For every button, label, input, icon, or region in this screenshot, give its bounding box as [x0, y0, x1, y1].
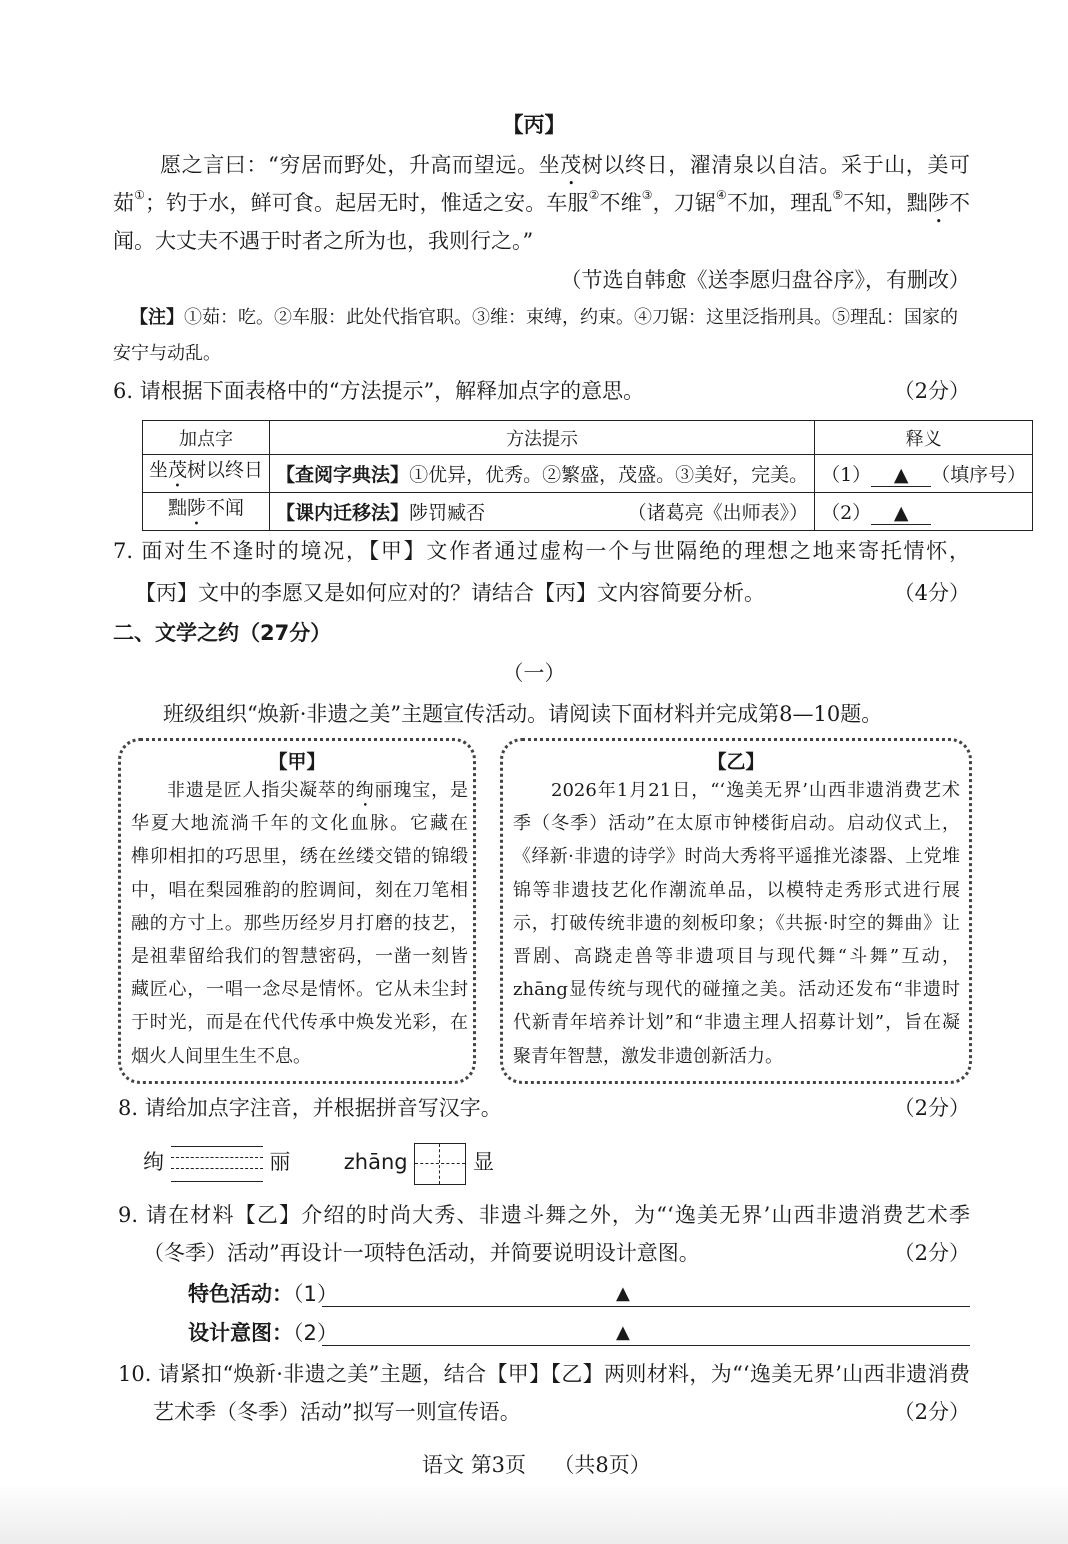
answer-mark: ▲ [616, 1283, 630, 1304]
answer-number: （1） [821, 464, 872, 486]
method-table [142, 420, 1033, 531]
material-line [551, 779, 960, 803]
question-6: 6. 请根据下面表格中的“方法提示”，解释加点字的意思。 [113, 379, 645, 403]
dotted-char: 陟 [187, 497, 207, 519]
answer-hint: （填序号） [931, 464, 1027, 486]
text-segment: 烟火人间里生生不息。 [131, 1045, 311, 1067]
text-segment: 闻。大丈夫不遇于时者之所为也，我则行之。” [113, 229, 534, 253]
material-line [513, 879, 960, 903]
question-10-line: 10. 请紧扣“焕新·非遗之美”主题，结合【甲】【乙】两则材料，为“‘逸美无界’山西非遗消费 [118, 1362, 970, 1386]
question-7-line: 【丙】文中的李愿又是如何应对的？请结合【丙】文内容简要分析。 [135, 581, 765, 605]
question-7-score: （4分） [893, 581, 970, 605]
footer-total-pages: （共8页） [553, 1453, 651, 1477]
text-segment: 不维 [599, 191, 642, 215]
answer-label-intent [188, 1319, 338, 1347]
answer-cell [815, 493, 1033, 531]
answer-blank[interactable]: ▲ [871, 502, 931, 525]
table-header: 方法提示 [270, 421, 815, 455]
text-segment: 是祖辈留给我们的智慧密码，一凿一刻皆 [131, 946, 468, 967]
answer-number: （1） [293, 1282, 338, 1306]
passage-line [113, 227, 533, 255]
material-line [131, 1045, 311, 1069]
text-segment: 锦等非遗技艺化作潮流单品，以模特走秀形式进行展 [513, 879, 960, 901]
text-segment: 不知，黜 [843, 191, 928, 215]
char-text: 丽 [269, 1150, 291, 1174]
answer-line-intent[interactable] [322, 1319, 970, 1346]
section-title: 二、文学之约（27分） [113, 621, 332, 645]
table-row [143, 455, 1033, 493]
question-8-score: （2分） [893, 1096, 970, 1120]
method-hint: 陟罚臧否 [409, 502, 486, 524]
label-text: 特色活动： [188, 1282, 293, 1306]
question-10-score: （2分） [893, 1400, 970, 1424]
question-6-score: （2分） [893, 379, 970, 403]
material-line [131, 1011, 468, 1035]
word-text: 黜 [168, 497, 188, 519]
dotted-char: 茂 [560, 153, 582, 177]
text-segment: 不 [949, 191, 971, 215]
footnote-marker: ① [134, 188, 146, 202]
material-line [513, 978, 960, 1002]
page-footer [422, 1451, 651, 1479]
question-7-line: 7. 面对生不逢时的境况，【甲】文作者通过虚构一个与世隔绝的理想之地来寄托情怀， [113, 539, 970, 563]
passage-title: 【丙】 [502, 113, 566, 137]
passage-line [160, 151, 970, 190]
character-writing-box[interactable] [414, 1143, 466, 1185]
text-segment: 茹 [113, 191, 135, 215]
text-segment: 非遗是匠人指尖凝萃的 [167, 780, 356, 801]
passage-source: （节选自韩愈《送李愿归盘谷序》，有删改） [560, 268, 970, 292]
text-segment: 代新青年培养计划”和“非遗主理人招募计划”，旨在凝 [513, 1012, 960, 1034]
method-label: 【课内迁移法】 [276, 502, 410, 524]
answer-number: （2） [821, 502, 872, 524]
subsection-title: （一） [502, 661, 566, 685]
question-8-items [143, 1140, 494, 1185]
text-segment: 示，打破传统非遗的刻板印象；《共振·时空的舞曲》让 [513, 912, 960, 934]
box-title: 【甲】 [268, 751, 326, 773]
text-segment: 聚青年智慧，激发非遗创新活力。 [513, 1045, 783, 1067]
answer-number: （2） [293, 1321, 338, 1345]
footer-subject: 语文 [422, 1453, 464, 1477]
section-intro: 班级组织“焕新·非遗之美”主题宣传活动。请阅读下面材料并完成第8—10题。 [163, 702, 883, 726]
answer-cell [815, 455, 1033, 493]
hint-source: （诸葛亮《出师表》） [627, 502, 809, 524]
passage-note-cont: 安宁与动乱。 [113, 343, 221, 364]
answer-label-activity [188, 1280, 338, 1308]
table-row [143, 493, 1033, 531]
question-10-line: 艺术季（冬季）活动”拟写一则宣传语。 [153, 1400, 521, 1424]
table-header-row [143, 421, 1033, 455]
note-text: ①茹：吃。②车服：此处代指官职。③维：束缚，约束。④刀锯：这里泛指刑具。⑤理乱：国家的 [184, 307, 958, 328]
label-text: 设计意图： [188, 1321, 293, 1345]
text-segment: 《绎新·非遗的诗学》时尚大秀将平遥推光漆器、上党堆 [513, 846, 960, 868]
text-segment: 愿之言曰：“穷居而野处，升高而望远。坐 [160, 153, 561, 177]
text-segment: 不加，理乱 [726, 191, 833, 215]
text-segment: 融的方寸上。那些历经岁月打磨的技艺， [131, 912, 468, 934]
text-segment: ；钓于水，鲜可食。起居无时，惟适之安。车服 [145, 191, 589, 215]
word-text: 坐 [149, 459, 169, 481]
dotted-word-cell [143, 455, 270, 493]
material-line [513, 812, 960, 836]
material-line [131, 978, 468, 1002]
table-header: 释义 [815, 421, 1033, 455]
text-segment: 晋剧、高跷走兽等非遗项目与现代舞“斗舞”互动， [513, 946, 960, 967]
passage-note [130, 304, 958, 332]
char-text: 绚 [143, 1150, 164, 1174]
footnote-marker: ② [588, 188, 600, 202]
answer-mark: ▲ [616, 1322, 630, 1343]
footnote-marker: ⑤ [832, 188, 844, 202]
answer-line-activity[interactable] [322, 1280, 970, 1307]
text-segment: 2026年1月21日，“‘逸美无界’山西非遗消费艺术 [551, 780, 960, 801]
text-segment: ，刀锯 [652, 191, 717, 215]
material-line [513, 1045, 783, 1069]
material-line [513, 845, 960, 869]
text-segment: zhāng显传统与现代的碰撞之美。活动还发布“非遗时 [513, 979, 960, 1001]
material-line [513, 1011, 960, 1035]
dotted-char: 绚 [355, 780, 375, 801]
dotted-char: 茂 [168, 459, 188, 481]
material-line [167, 779, 468, 811]
footnote-marker: ③ [641, 188, 653, 202]
dotted-char: 陟 [927, 191, 950, 215]
word-text: 树以终日 [187, 459, 264, 481]
material-line [131, 945, 468, 969]
material-line [131, 912, 468, 936]
material-line [131, 845, 468, 869]
char-text: 显 [472, 1150, 494, 1174]
word-text: 不闻 [206, 497, 245, 519]
material-line [513, 912, 960, 936]
question-9-score: （2分） [893, 1241, 970, 1265]
dotted-word-cell [143, 493, 270, 531]
text-segment: 树以终日，濯清泉以自洁。采于山，美可 [581, 153, 971, 177]
method-label: 【查阅字典法】 [276, 464, 410, 486]
text-segment: 丽瑰宝，是 [374, 780, 469, 801]
footer-page-number: 第3页 [470, 1453, 527, 1477]
page-bottom-shade [0, 1484, 1068, 1544]
method-cell [270, 455, 815, 493]
text-segment: 季（冬季）活动”在太原市钟楼街启动。启动仪式上， [513, 813, 960, 835]
text-segment: 藏匠心，一唱一念尽是情怀。它从未尘封 [131, 979, 468, 1001]
text-segment: 于时光，而是在代代传承中焕发光彩，在 [131, 1012, 468, 1034]
method-cell [270, 493, 815, 531]
pinyin-text: zhāng [343, 1150, 408, 1174]
text-segment: 华夏大地流淌千年的文化血脉。它藏在 [131, 813, 468, 835]
passage-line [113, 189, 970, 228]
table-header: 加点字 [143, 421, 270, 455]
answer-blank[interactable]: ▲ [871, 464, 931, 487]
note-label: 【注】 [130, 307, 184, 328]
method-hint: ①优异，优秀。②繁盛，茂盛。③美好，完美。 [409, 464, 809, 486]
material-line [513, 945, 960, 969]
question-9-line: （冬季）活动”再设计一项特色活动，并简要说明设计意图。 [143, 1241, 700, 1265]
pinyin-writing-lines[interactable] [171, 1146, 263, 1182]
question-9-line: 9. 请在材料【乙】介绍的时尚大秀、非遗斗舞之外，为“‘逸美无界’山西非遗消费艺术季 [118, 1203, 970, 1227]
box-title: 【乙】 [707, 751, 765, 773]
footnote-marker: ④ [716, 188, 727, 202]
text-segment: 中，唱在梨园雅韵的腔调间，刻在刀笔相 [131, 879, 468, 901]
question-8: 8. 请给加点字注音，并根据拼音写汉字。 [118, 1096, 502, 1120]
material-line [131, 879, 468, 903]
text-segment: 榫卯相扣的巧思里，绣在丝缕交错的锦缎 [131, 846, 468, 868]
material-line [131, 812, 468, 836]
